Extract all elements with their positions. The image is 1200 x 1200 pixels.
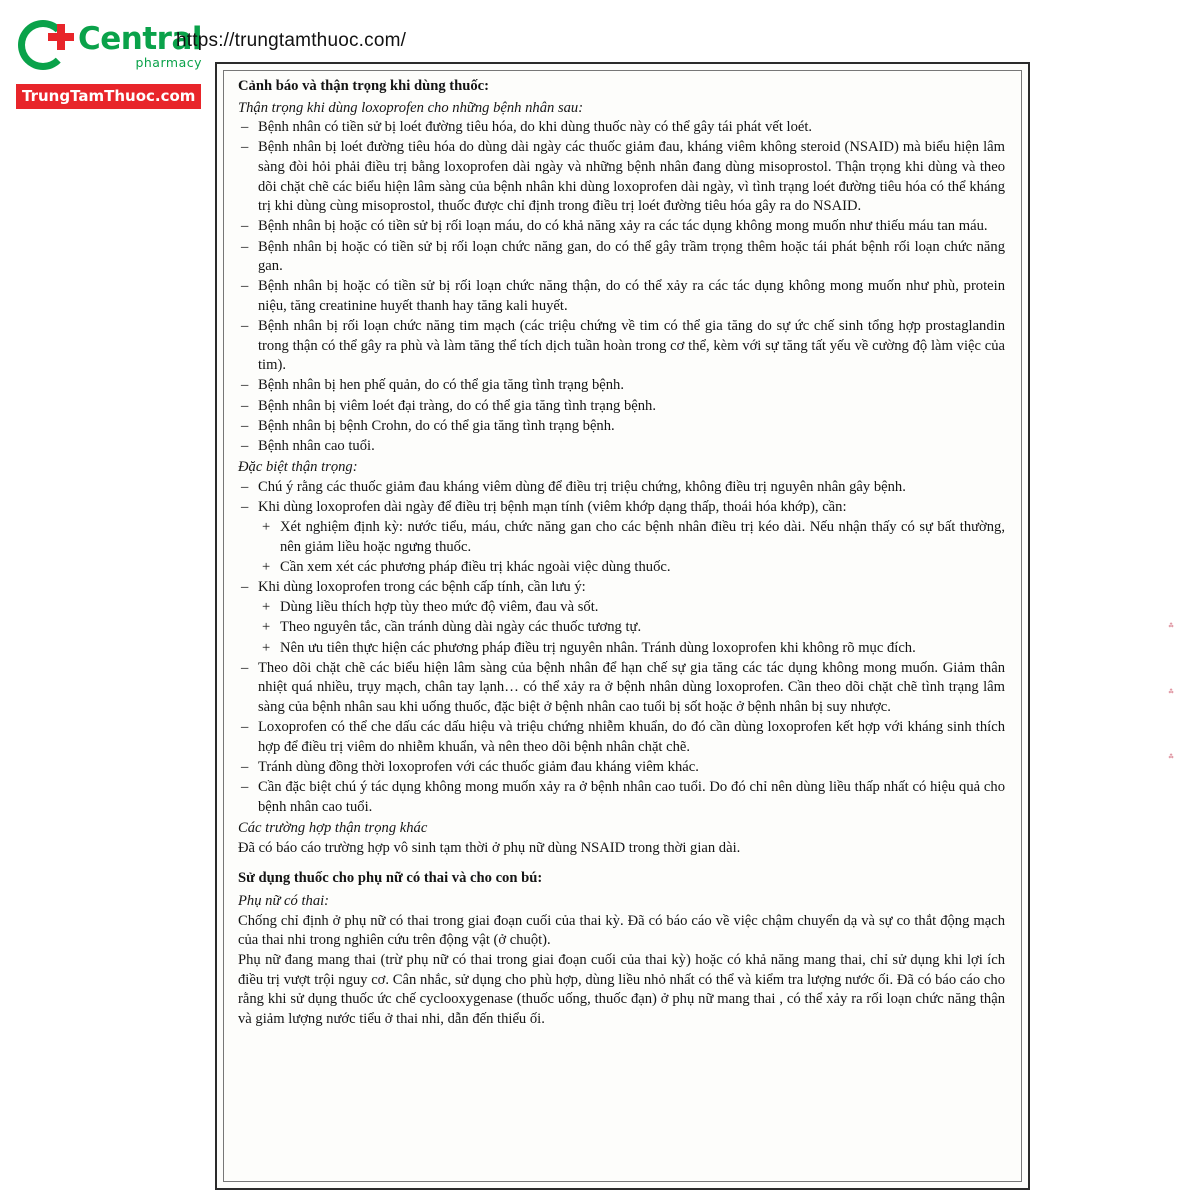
- list-item: – Chú ý rằng các thuốc giảm đau kháng viêm dùng để điều trị triệu chứng, không điều trị nguyên nhân gây bệnh.: [238, 478, 1005, 498]
- brand-tagline: pharmacy: [135, 55, 202, 71]
- list-item: – Khi dùng loxoprofen dài ngày để điều trị bệnh mạn tính (viêm khớp dạng thấp, thoái hóa khớp), cần:: [238, 498, 1005, 518]
- list-item: – Bệnh nhân bị bệnh Crohn, do có thể gia tăng tình trạng bệnh.: [238, 417, 1005, 437]
- list-item: – Bệnh nhân bị loét đường tiêu hóa do dùng dài ngày các thuốc giảm đau, kháng viêm không steroid (NSAID) mà biểu hiện lâm sàng đòi hỏi phải điều trị bằng loxoprofen dài ngày và những bệnh nhân đang dùng misoprostol. Thận trọng khi dùng và theo dõi chặt chẽ các biểu hiện lâm sàng của bệnh nhân khi dùng loxoprofen dài ngày, vì tình trạng loét đường tiêu hóa có thể kháng trị khi dùng cùng misoprostol, thuốc được chỉ định trong điều trị loét đường tiêu hóa gây ra do NSAID.: [238, 138, 1005, 217]
- list-item: + Nên ưu tiên thực hiện các phương pháp điều trị nguyên nhân. Tránh dùng loxoprofen khi không rõ mục đích.: [260, 639, 1005, 659]
- chronic-disease-sublist: [260, 518, 1005, 577]
- section-heading-pregnancy: Sử dụng thuốc cho phụ nữ có thai và cho con bú:: [238, 870, 543, 887]
- page-border-inner: [223, 70, 1022, 1182]
- list-item: – Bệnh nhân bị hen phế quản, do có thể gia tăng tình trạng bệnh.: [238, 376, 1005, 396]
- list-item: – Tránh dùng đồng thời loxoprofen với các thuốc giảm đau kháng viêm khác.: [238, 758, 1005, 778]
- subheading-other-cautions: Các trường hợp thận trọng khác: [238, 820, 428, 837]
- list-item: – Bệnh nhân bị hoặc có tiền sử bị rối loạn máu, do có khả năng xảy ra các tác dụng không mong muốn như thiếu máu tan máu.: [238, 217, 1005, 237]
- list-item: – Bệnh nhân có tiền sử bị loét đường tiêu hóa, do khi dùng thuốc này có thể gây tái phát vết loét.: [238, 118, 1005, 138]
- margin-annotation-marks: ؞ ؞ ؞: [1167, 622, 1175, 768]
- special-caution-list-continued: [238, 659, 1005, 818]
- section-heading-warnings: Cảnh báo và thận trọng khi dùng thuốc:: [238, 78, 490, 94]
- list-item: – Cần đặc biệt chú ý tác dụng không mong muốn xảy ra ở bệnh nhân cao tuổi. Do đó chỉ nên dùng liều thấp nhất có hiệu quả cho bệnh nhân cao tuổi.: [238, 778, 1005, 817]
- subheading-caution-patients: Thận trọng khi dùng loxoprofen cho những bệnh nhân sau:: [238, 99, 584, 116]
- document-body: [224, 71, 1021, 1037]
- acute-disease-sublist: [260, 598, 1005, 658]
- medical-cross-icon: [48, 24, 74, 50]
- list-item: + Dùng liều thích hợp tùy theo mức độ viêm, đau và sốt.: [260, 598, 1005, 618]
- site-banner: TrungTamThuoc.com: [16, 84, 201, 109]
- subheading-pregnant-women: Phụ nữ có thai:: [238, 893, 330, 909]
- special-caution-list: [238, 478, 1005, 518]
- pregnancy-paragraph-1: Chống chỉ định ở phụ nữ có thai trong giai đoạn cuối của thai kỳ. Đã có báo cáo về việc chậm chuyển dạ và sự co thắt động mạch của thai nhi trong nghiên cứu trên động vật (ở chuột).: [238, 912, 1005, 949]
- brand-name: Central: [78, 21, 202, 58]
- subheading-special-caution: Đặc biệt thận trọng:: [238, 459, 358, 476]
- caution-patient-list: [238, 118, 1005, 456]
- list-item: – Theo dõi chặt chẽ các biểu hiện lâm sàng của bệnh nhân để hạn chế sự gia tăng các tác dụng không mong muốn. Giảm thân nhiệt quá nhiều, trụy mạch, chân tay lạnh… có thể xảy ra ở bệnh nhân dùng loxoprofen. Cần theo dõi chặt chẽ tình trạng lâm sàng của bệnh nhân sau khi uống thuốc, đặc biệt ở bệnh nhân cao tuổi bị sốt hoặc ở bệnh nhân bị suy nhược.: [238, 659, 1005, 718]
- list-item: – Bệnh nhân cao tuổi.: [238, 437, 1005, 457]
- list-item: – Bệnh nhân bị viêm loét đại tràng, do có thể gia tăng tình trạng bệnh.: [238, 397, 1005, 417]
- list-item: + Theo nguyên tắc, cần tránh dùng dài ngày các thuốc tương tự.: [260, 618, 1005, 638]
- list-item: – Bệnh nhân bị rối loạn chức năng tim mạch (các triệu chứng về tim có thể gia tăng do sự ức chế sinh tổng hợp prostaglandin trong thận có thể gây ra phù và làm tăng thể tích dịch tuần hoàn trong cơ thể, kèm với sự tăng tất yếu về cường độ làm việc của tim).: [238, 317, 1005, 376]
- pregnancy-paragraph-2: Phụ nữ đang mang thai (trừ phụ nữ có thai trong giai đoạn cuối của thai kỳ) hoặc có khả năng mang thai, chỉ sử dụng khi lợi ích điều trị vượt trội nguy cơ. Cân nhắc, sử dụng cho phù hợp, dùng liều nhỏ nhất có thể và kiểm tra lượng nước ối. Đã có báo cáo cho rằng khi sử dụng thuốc ức chế cyclooxygenase (thuốc uống, thuốc đạn) ở phụ nữ mang thai , có thể xảy ra rối loạn chức năng thận và giảm lượng nước tiểu ở thai nhi, dẫn đến thiểu ối.: [238, 951, 1005, 1027]
- list-item: – Loxoprofen có thể che dấu các dấu hiệu và triệu chứng nhiễm khuẩn, do đó cần dùng loxoprofen kết hợp với kháng sinh thích hợp để điều trị viêm do nhiễm khuẩn, và nên theo dõi bệnh nhân chặt chẽ.: [238, 718, 1005, 757]
- central-pharmacy-logo-icon: [16, 18, 74, 76]
- scanned-page: [215, 62, 1030, 1190]
- list-item: – Khi dùng loxoprofen trong các bệnh cấp tính, cần lưu ý:: [238, 578, 1005, 598]
- list-item: – Bệnh nhân bị hoặc có tiền sử bị rối loạn chức năng thận, do có thể xảy ra các tác dụng không mong muốn như phù, protein niệu, tăng creatinine huyết thanh hay tăng kali huyết.: [238, 277, 1005, 316]
- list-item: – Bệnh nhân bị hoặc có tiền sử bị rối loạn chức năng gan, do có thể gây trầm trọng thêm hoặc tái phát bệnh rối loạn chức năng gan.: [238, 238, 1005, 277]
- list-item: + Xét nghiệm định kỳ: nước tiểu, máu, chức năng gan cho các bệnh nhân điều trị kéo dài. Nếu nhận thấy có sự bất thường, nên giảm liều hoặc ngưng thuốc.: [260, 518, 1005, 557]
- site-url-text: https://trungtamthuoc.com/: [176, 30, 407, 51]
- list-item: + Cần xem xét các phương pháp điều trị khác ngoài việc dùng thuốc.: [260, 558, 1005, 578]
- acute-disease-list: [238, 578, 1005, 598]
- other-cautions-text: Đã có báo cáo trường hợp vô sinh tạm thời ở phụ nữ dùng NSAID trong thời gian dài.: [238, 839, 741, 856]
